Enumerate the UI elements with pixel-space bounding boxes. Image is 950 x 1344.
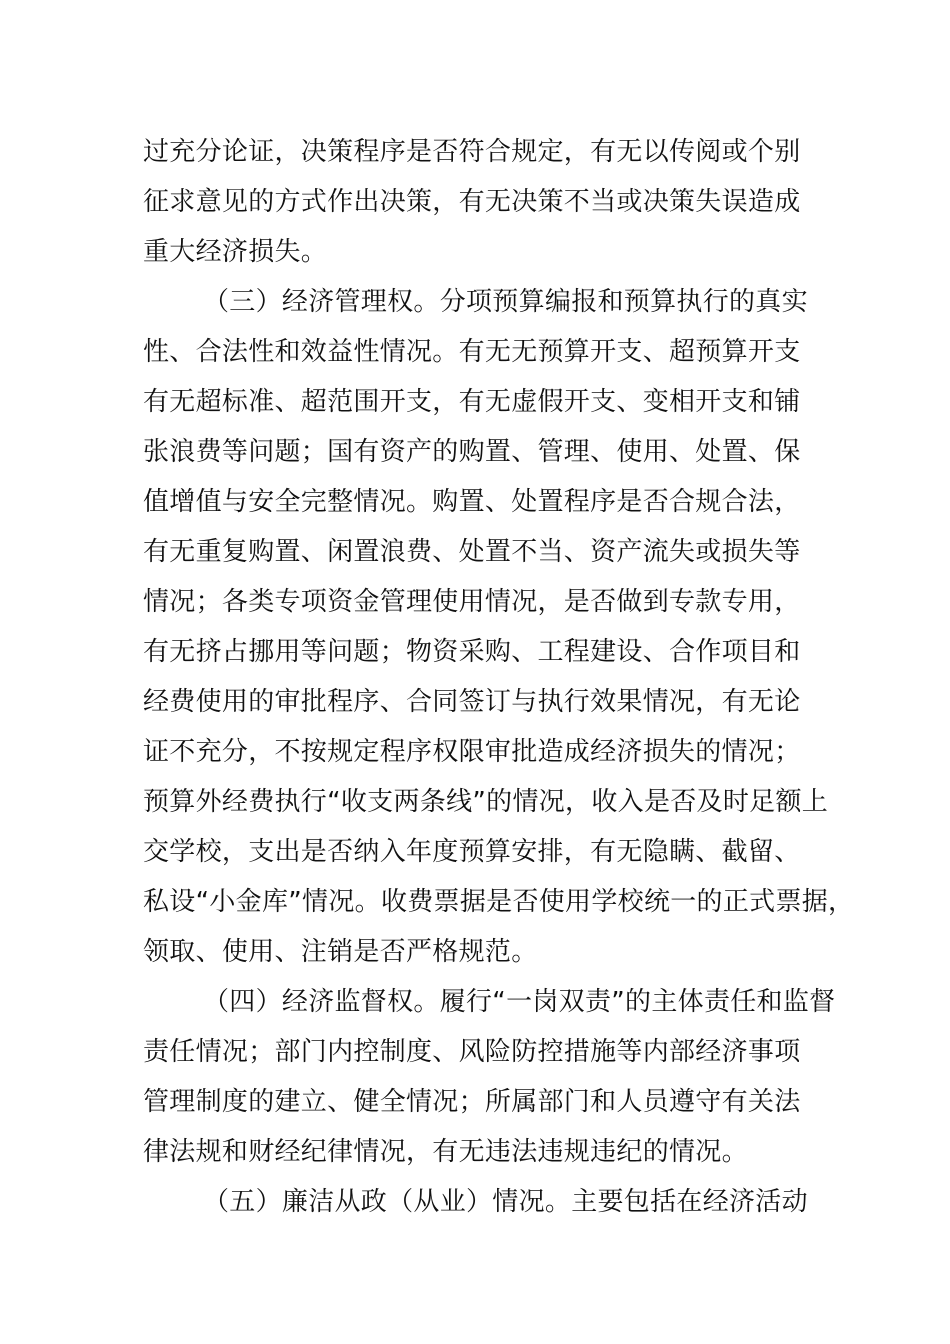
text-line: 领取、使用、注销是否严格规范。 [143, 937, 538, 967]
text-line: 预算外经费执行“收支两条线”的情况，收入是否及时足额上 [143, 787, 829, 817]
text-line: 责任情况；部门内控制度、风险防控措施等内部经济事项 [143, 1037, 801, 1067]
text-line: 有无挤占挪用等问题；物资采购、工程建设、合作项目和 [143, 637, 801, 667]
text-line: 值增值与安全完整情况。购置、处置程序是否合规合法， [143, 487, 801, 517]
text-line: 证不充分，不按规定程序权限审批造成经济损失的情况； [143, 737, 801, 767]
text-line: 过充分论证，决策程序是否符合规定，有无以传阅或个别 [143, 137, 801, 167]
section-heading-line: （三）经济管理权。分项预算编报和预算执行的真实 [203, 287, 808, 317]
document-body [143, 127, 855, 1227]
text-line: 经费使用的审批程序、合同签订与执行效果情况，有无论 [143, 687, 801, 717]
text-line: 交学校，支出是否纳入年度预算安排，有无隐瞒、截留、 [143, 837, 801, 867]
text-line: 有无超标准、超范围开支，有无虚假开支、变相开支和铺 [143, 387, 801, 417]
text-line: 有无重复购置、闲置浪费、处置不当、资产流失或损失等 [143, 537, 801, 567]
text-line: 情况；各类专项资金管理使用情况，是否做到专款专用， [143, 587, 801, 617]
section-heading-line: （五）廉洁从政（从业）情况。主要包括在经济活动 [203, 1187, 808, 1217]
text-line: 重大经济损失。 [143, 237, 328, 267]
text-line: 私设“小金库”情况。收费票据是否使用学校统一的正式票据， [143, 887, 855, 917]
section-heading-line: （四）经济监督权。履行“一岗双责”的主体责任和监督 [203, 987, 836, 1017]
text-line: 管理制度的建立、健全情况；所属部门和人员遵守有关法 [143, 1087, 801, 1117]
text-line: 性、合法性和效益性情况。有无无预算开支、超预算开支 [143, 337, 801, 367]
text-line: 律法规和财经纪律情况，有无违法违规违纪的情况。 [143, 1137, 748, 1167]
text-line: 张浪费等问题；国有资产的购置、管理、使用、处置、保 [143, 437, 801, 467]
text-line: 征求意见的方式作出决策，有无决策不当或决策失误造成 [143, 187, 801, 217]
